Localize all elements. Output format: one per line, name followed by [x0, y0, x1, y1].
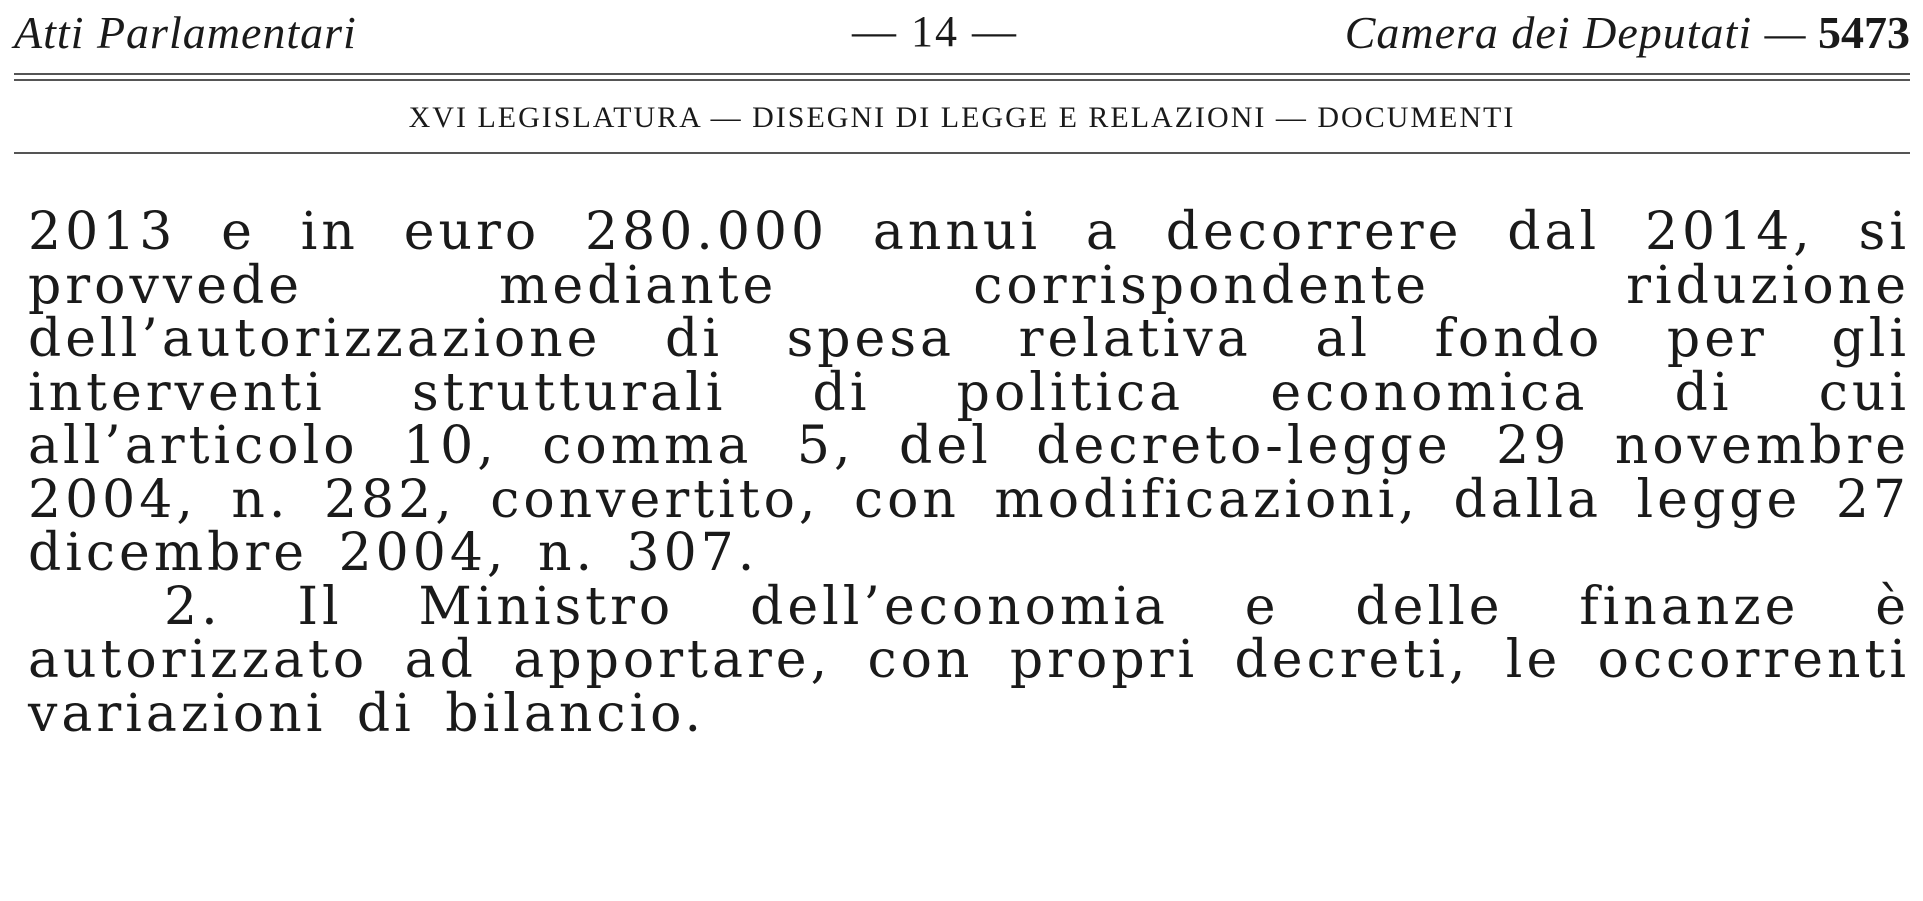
document-body: [28, 202, 1910, 744]
header-divider-bottom: [14, 79, 1910, 81]
page-header: [14, 6, 1910, 66]
chamber-name: Camera dei Deputati —: [1344, 7, 1807, 58]
page-number: — 14 —: [852, 7, 1018, 56]
subheader-divider: [14, 152, 1910, 154]
body-paragraph-1: 2013 e in euro 280.000 annui a decorrere dal 2014, si provvede mediante corrispondente riduzione dell’autorizzazione di spesa relativa al fondo per gli interventi strutturali di politica economica di cui all’articolo 10, comma 5, del decreto-legge 29 novembre 2004, n. 282, convertito, con modificazioni, dalla legge 27 dicembre 2004, n. 307.: [28, 202, 1910, 583]
document-reference: [1345, 6, 1910, 59]
header-divider-top: [14, 73, 1910, 75]
publication-title: Atti Parlamentari: [14, 7, 357, 58]
document-number: 5473: [1818, 7, 1910, 58]
body-paragraph-2: 2. Il Ministro dell’economia e delle finanze è autorizzato ad apportare, con propri decreti, le occorrenti variazioni di bilancio.: [28, 576, 1910, 744]
legislature-subheader: XVI LEGISLATURA — DISEGNI DI LEGGE E RELAZIONI — DOCUMENTI: [408, 101, 1516, 134]
